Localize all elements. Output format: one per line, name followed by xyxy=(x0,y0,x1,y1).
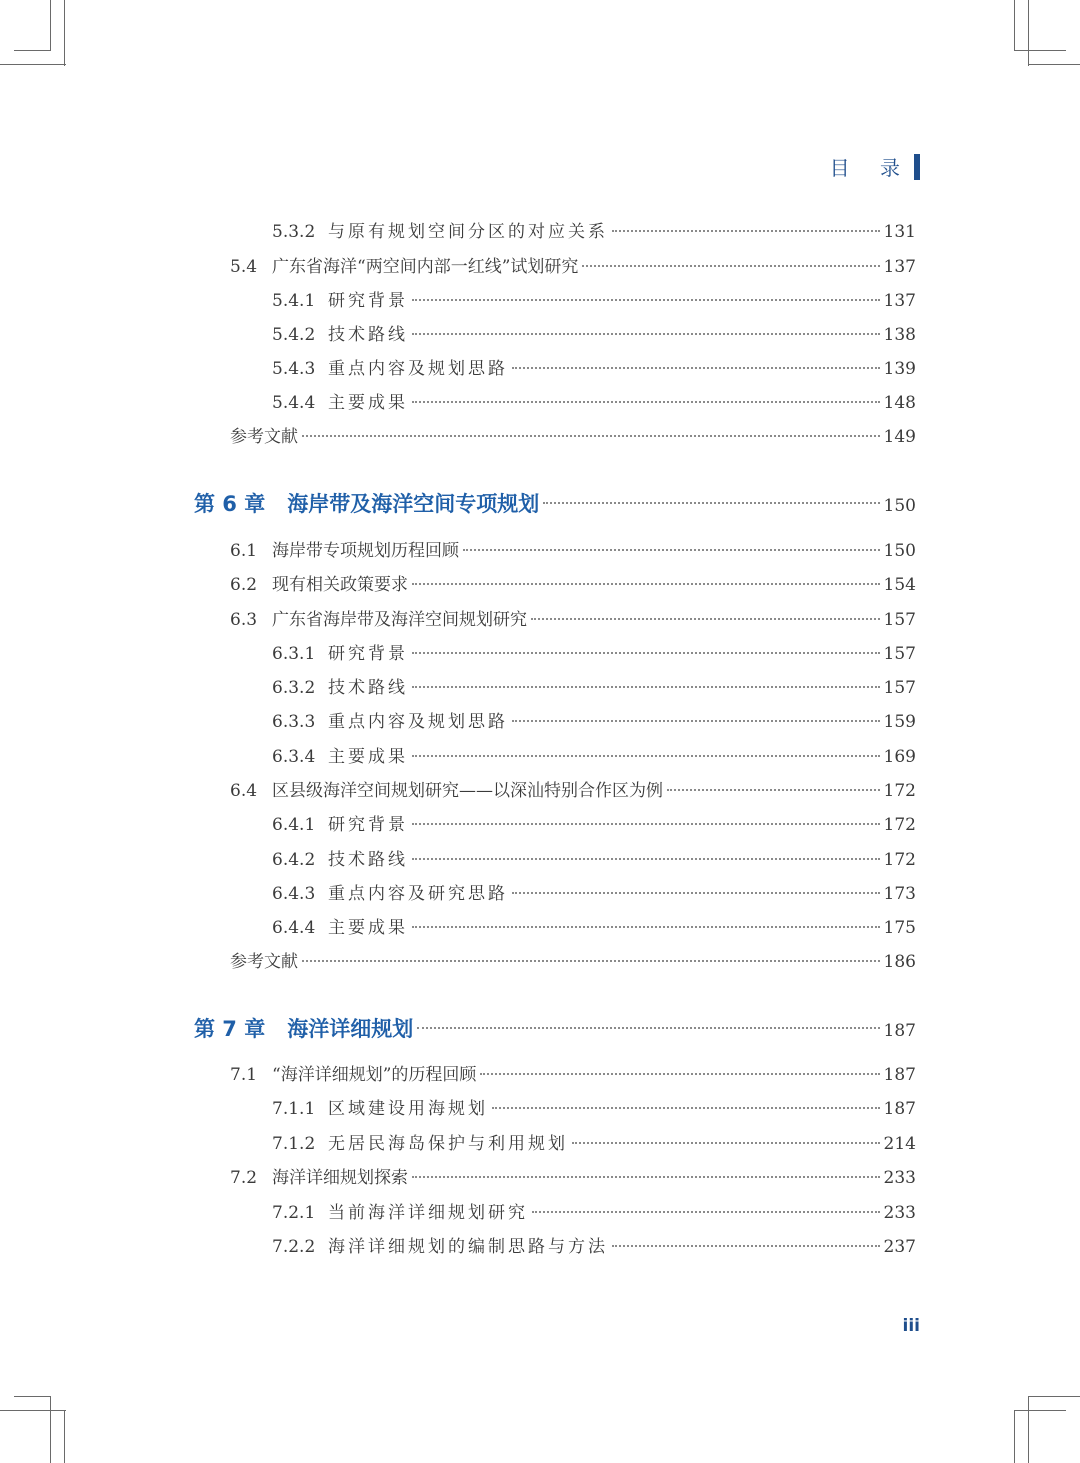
entry-title: 当前海洋详细规划研究 xyxy=(328,1203,528,1223)
entry-title: 无居民海岛保护与利用规划 xyxy=(328,1134,568,1154)
crop-mark-bottom-right-v2 xyxy=(1028,1396,1029,1463)
section-number: 6.4.3 xyxy=(272,884,316,904)
dot-leader xyxy=(512,366,880,369)
dot-leader xyxy=(412,822,880,825)
section-number: 5.4.1 xyxy=(272,291,316,311)
crop-mark-bottom-right-h xyxy=(1014,1410,1066,1411)
section-number: 6.3.4 xyxy=(272,747,316,767)
toc-entry[interactable] xyxy=(272,845,916,869)
toc-entry[interactable] xyxy=(230,422,916,446)
toc-chapter-entry[interactable] xyxy=(194,488,916,520)
section-number: 5.4 xyxy=(230,257,258,277)
section-number: 6.1 xyxy=(230,541,258,561)
page-number: 237 xyxy=(883,1237,916,1257)
dot-leader xyxy=(302,959,880,962)
crop-mark-bottom-left-h xyxy=(0,1410,66,1411)
toc-entry[interactable] xyxy=(272,742,916,766)
toc-entry[interactable] xyxy=(272,879,916,903)
toc-entry[interactable] xyxy=(272,354,916,378)
crop-mark-top-right-h2 xyxy=(1028,64,1080,65)
dot-leader xyxy=(412,685,880,688)
entry-title: 区县级海洋空间规划研究——以深汕特别合作区为例 xyxy=(272,781,663,801)
crop-mark-top-left-v2 xyxy=(50,0,51,50)
section-number: 5.3.2 xyxy=(272,222,316,242)
dot-leader xyxy=(543,501,879,504)
crop-mark-bottom-left-v2 xyxy=(50,1396,51,1463)
dot-leader xyxy=(412,400,880,403)
page-number: 157 xyxy=(883,644,916,664)
toc-entry[interactable] xyxy=(272,1129,916,1153)
toc-entry[interactable] xyxy=(272,320,916,344)
entry-title: 重点内容及规划思路 xyxy=(328,359,508,379)
chapter-number: 第 7 章 xyxy=(194,1017,266,1041)
page-number: 187 xyxy=(883,1099,916,1119)
entry-title: 重点内容及规划思路 xyxy=(328,712,508,732)
page-number: 137 xyxy=(883,291,916,311)
toc-entry[interactable] xyxy=(272,1198,916,1222)
entry-title: 与原有规划空间分区的对应关系 xyxy=(328,222,608,242)
toc-entry[interactable] xyxy=(272,673,916,697)
page-number: 233 xyxy=(883,1168,916,1188)
entry-title: 研究背景 xyxy=(328,815,408,835)
dot-leader xyxy=(412,332,880,335)
entry-title: 主要成果 xyxy=(328,918,408,938)
dot-leader xyxy=(480,1072,879,1075)
dot-leader xyxy=(412,1175,880,1178)
section-number: 7.2.2 xyxy=(272,1237,316,1257)
page-number: 150 xyxy=(883,541,916,561)
entry-title: 海洋详细规划探索 xyxy=(272,1168,408,1188)
toc-entry[interactable] xyxy=(230,536,916,560)
dot-leader xyxy=(612,229,880,232)
entry-title: 技术路线 xyxy=(328,678,408,698)
section-number: 5.4.2 xyxy=(272,325,316,345)
page-number: 138 xyxy=(883,325,916,345)
section-number: 6.2 xyxy=(230,575,258,595)
entry-title: 海洋详细规划 xyxy=(287,1017,414,1041)
entry-title: 参考文献 xyxy=(230,427,298,447)
dot-leader xyxy=(412,754,880,757)
dot-leader xyxy=(667,788,880,791)
crop-mark-top-left-v xyxy=(64,0,65,66)
chapter-number: 第 6 章 xyxy=(194,492,266,516)
entry-title: 技术路线 xyxy=(328,850,408,870)
page-number: 139 xyxy=(883,359,916,379)
page-number: 169 xyxy=(883,747,916,767)
section-number: 7.1.1 xyxy=(272,1099,316,1119)
section-number: 7.2.1 xyxy=(272,1203,316,1223)
dot-leader xyxy=(572,1141,880,1144)
toc-chapter-entry[interactable] xyxy=(194,1013,916,1045)
toc-entry[interactable] xyxy=(230,570,916,594)
page-number: 159 xyxy=(883,712,916,732)
crop-mark-top-right-v xyxy=(1014,0,1015,50)
toc-entry[interactable] xyxy=(272,913,916,937)
page-number: 150 xyxy=(883,496,916,516)
section-number: 5.4.4 xyxy=(272,393,316,413)
page-number: 157 xyxy=(883,678,916,698)
page-number: 173 xyxy=(883,884,916,904)
header-accent-bar xyxy=(914,154,920,180)
dot-leader xyxy=(612,1244,880,1247)
crop-mark-top-left-h2 xyxy=(14,50,51,51)
entry-title: 重点内容及研究思路 xyxy=(328,884,508,904)
toc-entry[interactable] xyxy=(230,1163,916,1187)
entry-title: 广东省海岸带及海洋空间规划研究 xyxy=(272,610,527,630)
running-header xyxy=(830,152,920,181)
entry-title: 参考文献 xyxy=(230,952,298,972)
entry-title: 广东省海洋“两空间内部一红线”试划研究 xyxy=(272,257,579,277)
section-number: 6.3.1 xyxy=(272,644,316,664)
page-number: 157 xyxy=(883,610,916,630)
toc-entry[interactable] xyxy=(272,388,916,412)
page-number: 137 xyxy=(883,257,916,277)
toc-entry[interactable] xyxy=(230,605,916,629)
page-number: 214 xyxy=(883,1134,916,1154)
entry-title: 现有相关政策要求 xyxy=(272,575,408,595)
section-number: 6.4.1 xyxy=(272,815,316,835)
toc-entry[interactable] xyxy=(230,947,916,971)
dot-leader xyxy=(532,1210,880,1213)
dot-leader xyxy=(531,617,880,620)
entry-title: 研究背景 xyxy=(328,291,408,311)
dot-leader xyxy=(512,891,880,894)
section-number: 6.3.2 xyxy=(272,678,316,698)
dot-leader xyxy=(412,925,880,928)
entry-title: “海洋详细规划”的历程回顾 xyxy=(272,1065,477,1085)
crop-mark-top-right-h xyxy=(1014,50,1066,51)
crop-mark-bottom-right-v xyxy=(1014,1410,1015,1463)
page-number: 233 xyxy=(883,1203,916,1223)
dot-leader xyxy=(417,1026,879,1029)
toc-entry[interactable] xyxy=(230,776,916,800)
dot-leader xyxy=(302,434,880,437)
dot-leader xyxy=(492,1106,880,1109)
crop-mark-bottom-left-v xyxy=(64,1410,65,1463)
page-number: 187 xyxy=(883,1021,916,1041)
page-number: 149 xyxy=(883,427,916,447)
page-number: 175 xyxy=(883,918,916,938)
dot-leader xyxy=(412,582,880,585)
entry-title: 技术路线 xyxy=(328,325,408,345)
dot-leader xyxy=(412,651,880,654)
section-number: 7.2 xyxy=(230,1168,258,1188)
page-number: 148 xyxy=(883,393,916,413)
crop-mark-bottom-left-h2 xyxy=(14,1396,51,1397)
toc-entry[interactable] xyxy=(272,707,916,731)
entry-title: 主要成果 xyxy=(328,747,408,767)
section-number: 6.4.2 xyxy=(272,850,316,870)
page-number: 172 xyxy=(883,850,916,870)
entry-title: 区域建设用海规划 xyxy=(328,1099,488,1119)
dot-leader xyxy=(463,548,880,551)
toc-entry[interactable] xyxy=(272,286,916,310)
page-number: 154 xyxy=(883,575,916,595)
entry-title: 海岸带专项规划历程回顾 xyxy=(272,541,459,561)
crop-mark-bottom-right-h2 xyxy=(1028,1396,1080,1397)
section-number: 6.4.4 xyxy=(272,918,316,938)
toc-entry[interactable] xyxy=(272,217,916,241)
crop-mark-top-left-h xyxy=(0,64,66,65)
section-number: 6.4 xyxy=(230,781,258,801)
section-number: 6.3 xyxy=(230,610,258,630)
page-folio: iii xyxy=(902,1316,920,1336)
toc-entry[interactable] xyxy=(272,1232,916,1256)
section-number: 7.1 xyxy=(230,1065,258,1085)
entry-title: 海岸带及海洋空间专项规划 xyxy=(287,492,540,516)
section-number: 7.1.2 xyxy=(272,1134,316,1154)
dot-leader xyxy=(582,264,879,267)
toc-entry[interactable] xyxy=(272,639,916,663)
entry-title: 研究背景 xyxy=(328,644,408,664)
section-number: 5.4.3 xyxy=(272,359,316,379)
page-number: 172 xyxy=(883,781,916,801)
page-number: 172 xyxy=(883,815,916,835)
section-number: 6.3.3 xyxy=(272,712,316,732)
entry-title: 海洋详细规划的编制思路与方法 xyxy=(328,1237,608,1257)
dot-leader xyxy=(412,298,880,301)
header-title: 目 录 xyxy=(829,156,912,180)
crop-mark-top-right-v2 xyxy=(1028,0,1029,66)
dot-leader xyxy=(512,719,880,722)
page-number: 186 xyxy=(883,952,916,972)
toc-entry[interactable] xyxy=(230,1060,916,1084)
entry-title: 主要成果 xyxy=(328,393,408,413)
toc-entry[interactable] xyxy=(230,252,916,276)
dot-leader xyxy=(412,857,880,860)
page-number: 187 xyxy=(883,1065,916,1085)
toc-entry[interactable] xyxy=(272,810,916,834)
toc-entry[interactable] xyxy=(272,1094,916,1118)
page-number: 131 xyxy=(883,222,916,242)
